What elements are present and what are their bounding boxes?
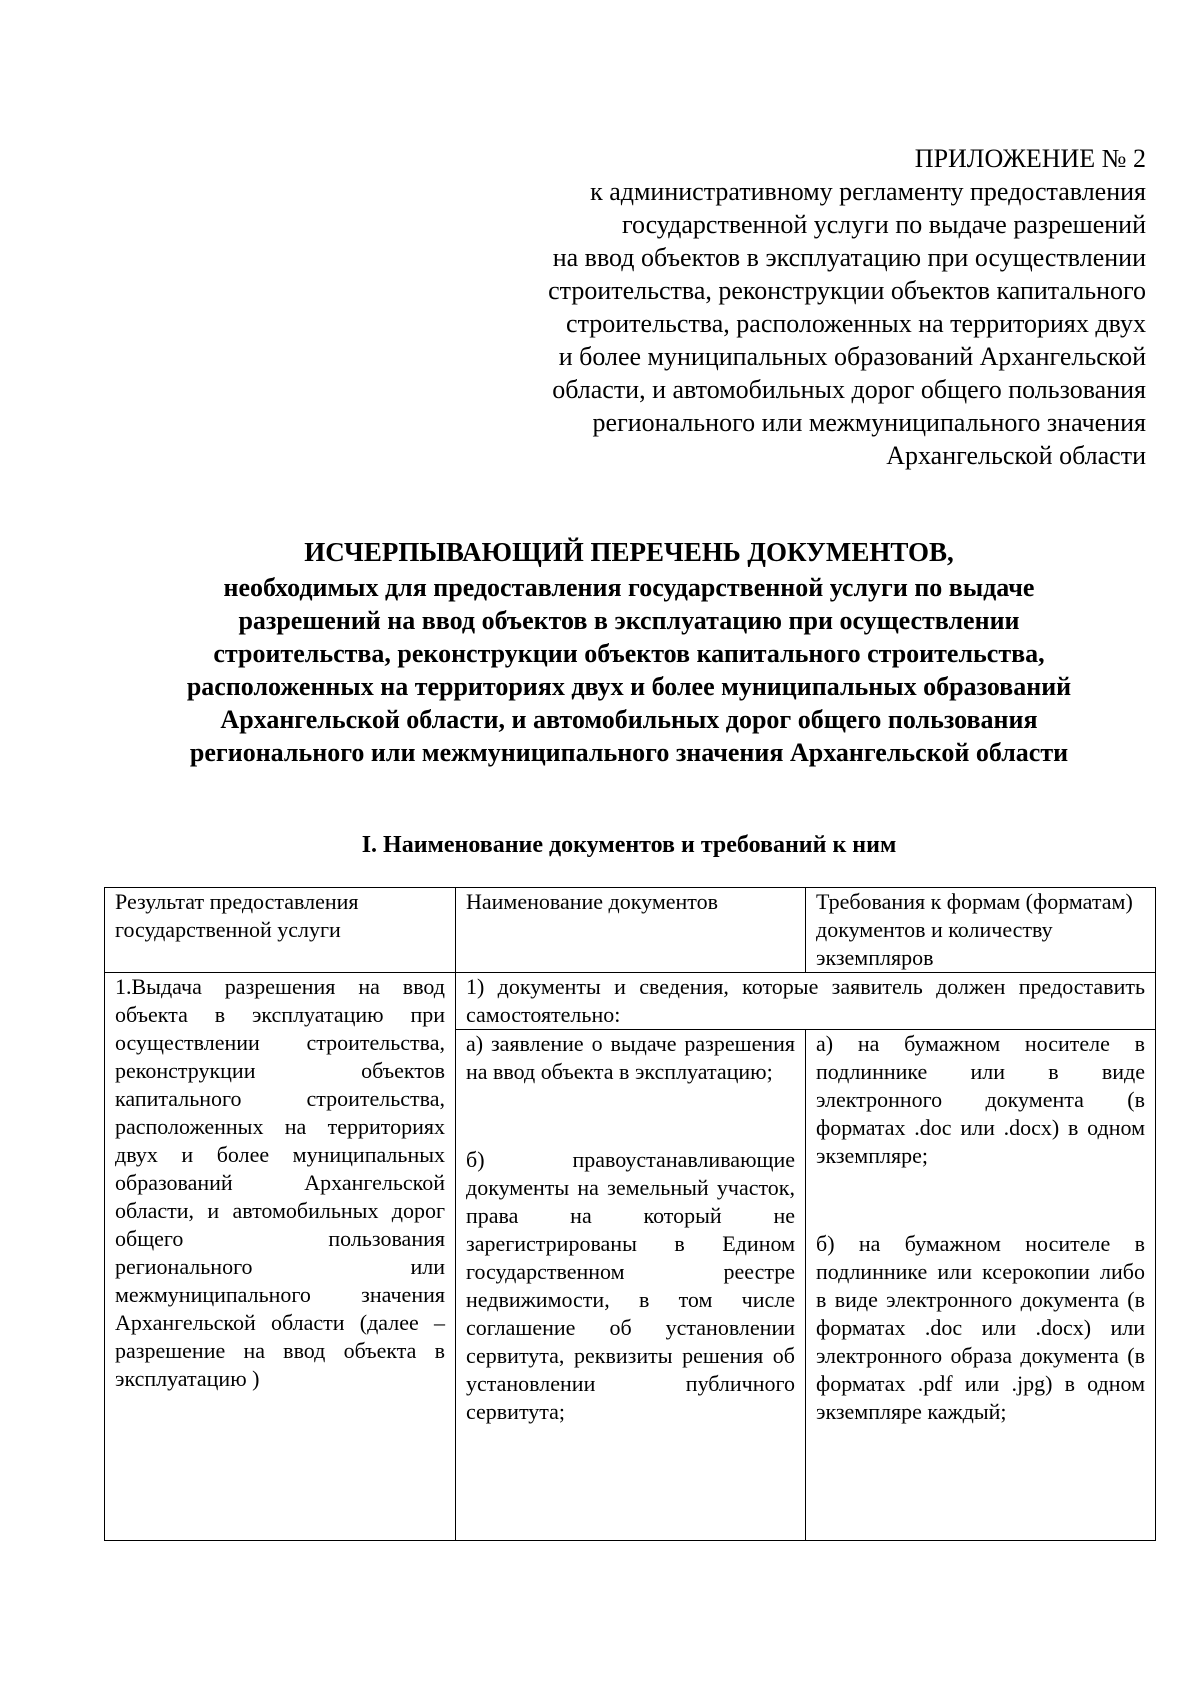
- appendix-title: ПРИЛОЖЕНИЕ № 2: [914, 144, 1146, 173]
- appendix-block: [446, 142, 1146, 472]
- table-header-row: [105, 888, 1156, 973]
- heading-line: регионального или межмуниципального значения Архангельской области: [189, 738, 1069, 767]
- header-result: Результат предоставления государственной услуги: [105, 888, 456, 973]
- table-row: [105, 973, 1156, 1030]
- heading-line: строительства, реконструкции объектов капитального строительства,: [213, 639, 1045, 668]
- appendix-line: строительства, расположенных на территориях двух: [566, 309, 1146, 338]
- result-cell: 1.Выдача разрешения на ввод объекта в эксплуатацию при осуществлении строительства, реконструкции объектов капитального строительства, расположенных на территориях двух и более муниципальных образований Архангельской области, и автомобильных дорог общего пользования регионального или межмуниципального значения Архангельской области (далее – разрешение на ввод объекта в эксплуатацию ): [105, 973, 456, 1541]
- requirements-cell: [806, 1030, 1156, 1541]
- heading-line: Архангельской области, и автомобильных дорог общего пользования: [220, 705, 1038, 734]
- appendix-line: государственной услуги по выдаче разрешений: [621, 210, 1146, 239]
- heading-title: ИСЧЕРПЫВАЮЩИЙ ПЕРЕЧЕНЬ ДОКУМЕНТОВ,: [304, 537, 954, 567]
- documents-table: [104, 887, 1156, 1541]
- header-documents: Наименование документов: [456, 888, 806, 973]
- document-item-a: а) заявление о выдаче разрешения на ввод объекта в эксплуатацию;: [466, 1031, 795, 1084]
- heading-line: разрешений на ввод объектов в эксплуатацию при осуществлении: [238, 606, 1020, 635]
- appendix-line: строительства, реконструкции объектов капитального: [548, 276, 1146, 305]
- group-title-cell: 1) документы и сведения, которые заявитель должен предоставить самостоятельно:: [456, 973, 1156, 1030]
- appendix-line: регионального или межмуниципального значения: [592, 408, 1146, 437]
- appendix-line: и более муниципальных образований Архангельской: [558, 342, 1146, 371]
- appendix-line: к административному регламенту предоставления: [590, 177, 1146, 206]
- appendix-line: Архангельской области: [886, 441, 1146, 470]
- requirement-item-b: б) на бумажном носителе в подлиннике или ксерокопии либо в виде электронного документа (в форматах .doc или .docx) или электронного образа документа (в форматах .pdf или .jpg) в одном экземпляре каждый;: [816, 1231, 1145, 1424]
- appendix-line: области, и автомобильных дорог общего пользования: [552, 375, 1146, 404]
- heading-line: необходимых для предоставления государственной услуги по выдаче: [223, 573, 1035, 602]
- document-heading: [104, 536, 1154, 769]
- heading-line: расположенных на территориях двух и более муниципальных образований: [186, 672, 1072, 701]
- documents-cell: [456, 1030, 806, 1541]
- document-item-b: б) правоустанавливающие документы на земельный участок, права на который не зарегистрированы в Едином государственном реестре недвижимости, в том числе соглашение об установлении сервитута, реквизиты решения об установлении публичного сервитута;: [466, 1147, 795, 1424]
- section-title: I. Наименование документов и требований к ним: [361, 832, 897, 858]
- requirement-item-a: а) на бумажном носителе в подлиннике или в виде электронного документа (в форматах .doc или .docx) в одном экземпляре;: [816, 1031, 1145, 1168]
- header-requirements: Требования к формам (форматам) документов и количеству экземпляров: [806, 888, 1156, 973]
- appendix-line: на ввод объектов в эксплуатацию при осуществлении: [552, 243, 1146, 272]
